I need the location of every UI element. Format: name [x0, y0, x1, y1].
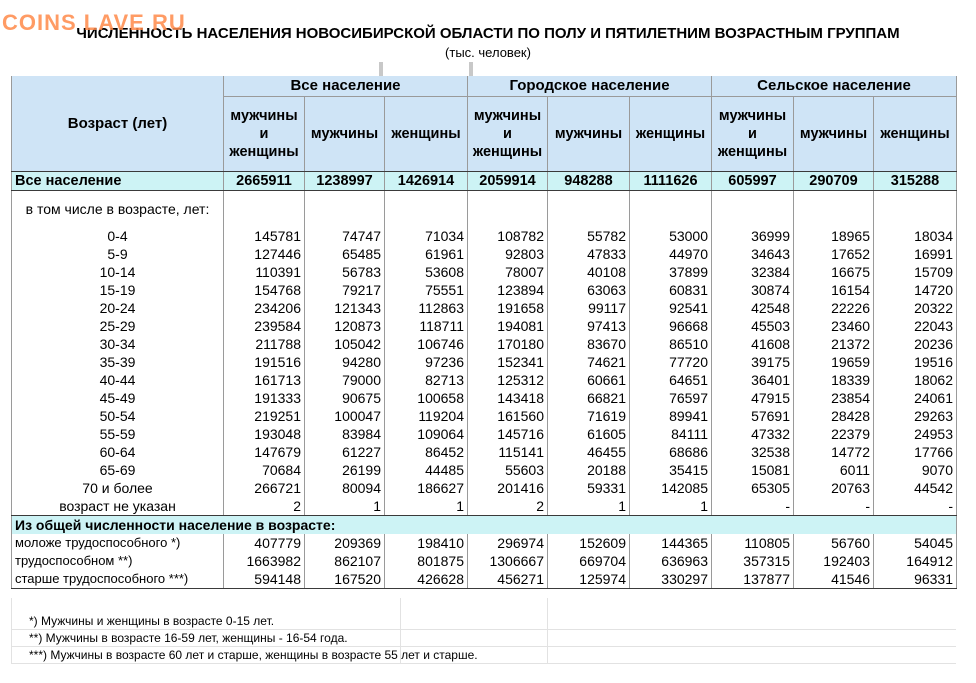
- table-cell: 22379: [794, 425, 874, 443]
- table-cell: 20188: [548, 461, 630, 479]
- table-cell: 90675: [305, 389, 385, 407]
- row-label: 30-34: [12, 335, 224, 353]
- table-cell: 41546: [794, 570, 874, 589]
- table-cell: 127446: [224, 245, 305, 263]
- row-label: 60-64: [12, 443, 224, 461]
- table-cell: 636963: [630, 552, 712, 570]
- table-cell: 193048: [224, 425, 305, 443]
- table-cell: 106746: [385, 335, 468, 353]
- table-cell: 594148: [224, 570, 305, 589]
- header-sub-women: женщины: [385, 97, 468, 172]
- table-cell: 79000: [305, 371, 385, 389]
- table-cell: 61227: [305, 443, 385, 461]
- table-cell: 154768: [224, 281, 305, 299]
- table-cell: -: [874, 497, 957, 516]
- table-cell: 152341: [468, 353, 548, 371]
- table-cell: 75551: [385, 281, 468, 299]
- footnote-text: ***) Мужчины в возрасте 60 лет и старше, женщины в возрасте 55 лет и старше.: [29, 648, 478, 662]
- table-cell: 46455: [548, 443, 630, 461]
- incl-row: [12, 191, 957, 210]
- cell-marker: [469, 62, 473, 76]
- table-cell: 108782: [468, 227, 548, 245]
- table-cell: 211788: [224, 335, 305, 353]
- footnote-text: *) Мужчины и женщины в возрасте 0-15 лет.: [29, 614, 275, 628]
- table-cell: 61605: [548, 425, 630, 443]
- table-cell: 57691: [712, 407, 794, 425]
- table-cell: 37899: [630, 263, 712, 281]
- table-cell: 77720: [630, 353, 712, 371]
- table-row: [12, 407, 957, 425]
- table-cell: 123894: [468, 281, 548, 299]
- table-cell: 22226: [794, 299, 874, 317]
- table-cell: 15081: [712, 461, 794, 479]
- footnote-2: [11, 629, 956, 647]
- table-cell: 266721: [224, 479, 305, 497]
- total-cell: 948288: [548, 172, 630, 191]
- table-cell: 330297: [630, 570, 712, 589]
- table-cell: 83670: [548, 335, 630, 353]
- table-cell: 6011: [794, 461, 874, 479]
- table-cell: 112863: [385, 299, 468, 317]
- table-cell: 20236: [874, 335, 957, 353]
- table-row: [12, 570, 957, 589]
- table-row: [12, 461, 957, 479]
- table-cell: 92803: [468, 245, 548, 263]
- table-cell: 1663982: [224, 552, 305, 570]
- table-cell: 119204: [385, 407, 468, 425]
- table-cell: 801875: [385, 552, 468, 570]
- table-cell: 152609: [548, 534, 630, 552]
- table-cell: 76597: [630, 389, 712, 407]
- table-cell: 47915: [712, 389, 794, 407]
- table-cell: 66821: [548, 389, 630, 407]
- table-cell: 97236: [385, 353, 468, 371]
- table-cell: 137877: [712, 570, 794, 589]
- table-cell: 23854: [794, 389, 874, 407]
- table-cell: 56783: [305, 263, 385, 281]
- table-cell: 145781: [224, 227, 305, 245]
- row-label: моложе трудоспособного *): [12, 534, 224, 552]
- table-cell: 60831: [630, 281, 712, 299]
- table-cell: 55603: [468, 461, 548, 479]
- table-cell: 71034: [385, 227, 468, 245]
- table-cell: 142085: [630, 479, 712, 497]
- table-cell: 17652: [794, 245, 874, 263]
- row-label: возраст не указан: [12, 497, 224, 516]
- row-label: 0-4: [12, 227, 224, 245]
- row-label: 20-24: [12, 299, 224, 317]
- table-cell: 42548: [712, 299, 794, 317]
- table-cell: 83984: [305, 425, 385, 443]
- table-cell: 167520: [305, 570, 385, 589]
- header-sub-men: мужчины: [305, 97, 385, 172]
- table-cell: 15709: [874, 263, 957, 281]
- table-cell: 105042: [305, 335, 385, 353]
- table-cell: 30874: [712, 281, 794, 299]
- table-cell: 18062: [874, 371, 957, 389]
- age-rows: [12, 227, 957, 516]
- watermark: COINS LAVE RU: [2, 10, 186, 35]
- header-group-all: Все население: [224, 76, 468, 97]
- header-sub-both: мужчины и женщины: [224, 97, 305, 172]
- table-row: [12, 389, 957, 407]
- table-cell: 55782: [548, 227, 630, 245]
- row-label: 50-54: [12, 407, 224, 425]
- table-cell: 296974: [468, 534, 548, 552]
- table-cell: 1306667: [468, 552, 548, 570]
- total-cell: 315288: [874, 172, 957, 191]
- table-cell: 89941: [630, 407, 712, 425]
- table-cell: 192403: [794, 552, 874, 570]
- table-cell: 32384: [712, 263, 794, 281]
- table-cell: 96331: [874, 570, 957, 589]
- table-cell: 40108: [548, 263, 630, 281]
- table-cell: 47332: [712, 425, 794, 443]
- table-cell: 21372: [794, 335, 874, 353]
- table-cell: 65305: [712, 479, 794, 497]
- table-cell: 2: [468, 497, 548, 516]
- table-cell: 110805: [712, 534, 794, 552]
- table-cell: 47833: [548, 245, 630, 263]
- incl-label: в том числе в возрасте, лет:: [12, 191, 224, 228]
- table-cell: 28428: [794, 407, 874, 425]
- table-cell: 862107: [305, 552, 385, 570]
- footnote-text: **) Мужчины в возрасте 16-59 лет, женщины - 16-54 года.: [29, 631, 348, 645]
- table-cell: 170180: [468, 335, 548, 353]
- table-cell: 63063: [548, 281, 630, 299]
- total-cell: 2665911: [224, 172, 305, 191]
- table-row: [12, 371, 957, 389]
- table-cell: 209369: [305, 534, 385, 552]
- row-label: старше трудоспособного ***): [12, 570, 224, 589]
- table-cell: 22043: [874, 317, 957, 335]
- table-row: [12, 479, 957, 497]
- table-cell: 53000: [630, 227, 712, 245]
- total-cell: 1426914: [385, 172, 468, 191]
- header-sub-women: женщины: [630, 97, 712, 172]
- table-cell: 86510: [630, 335, 712, 353]
- table-cell: 17766: [874, 443, 957, 461]
- table-cell: 70684: [224, 461, 305, 479]
- table-cell: 1: [385, 497, 468, 516]
- table-cell: 219251: [224, 407, 305, 425]
- table-cell: 120873: [305, 317, 385, 335]
- table-cell: 20763: [794, 479, 874, 497]
- table-row: [12, 497, 957, 516]
- total-cell: 605997: [712, 172, 794, 191]
- table-cell: 1: [305, 497, 385, 516]
- table-row: [12, 534, 957, 552]
- table-cell: 145716: [468, 425, 548, 443]
- table-cell: 201416: [468, 479, 548, 497]
- table-cell: 239584: [224, 317, 305, 335]
- table-cell: 14772: [794, 443, 874, 461]
- table-cell: 64651: [630, 371, 712, 389]
- table-cell: 161713: [224, 371, 305, 389]
- table-row: [12, 299, 957, 317]
- table-cell: 26199: [305, 461, 385, 479]
- table-cell: 121343: [305, 299, 385, 317]
- total-cell: 290709: [794, 172, 874, 191]
- table-cell: 74747: [305, 227, 385, 245]
- table-cell: 24953: [874, 425, 957, 443]
- row-label: 45-49: [12, 389, 224, 407]
- table-cell: 16154: [794, 281, 874, 299]
- table-cell: 191333: [224, 389, 305, 407]
- table-cell: 164912: [874, 552, 957, 570]
- table-cell: 54045: [874, 534, 957, 552]
- table-cell: 23460: [794, 317, 874, 335]
- table-row: [12, 317, 957, 335]
- footnotes: [11, 598, 956, 663]
- header-age: Возраст (лет): [12, 76, 224, 172]
- table-cell: 94280: [305, 353, 385, 371]
- table-row: [12, 353, 957, 371]
- row-label: 5-9: [12, 245, 224, 263]
- header-row-groups: [12, 76, 957, 97]
- section-row: [12, 516, 957, 535]
- table-cell: 100658: [385, 389, 468, 407]
- table-cell: 100047: [305, 407, 385, 425]
- table-cell: 56760: [794, 534, 874, 552]
- table-cell: 186627: [385, 479, 468, 497]
- table-row: [12, 335, 957, 353]
- table-cell: 669704: [548, 552, 630, 570]
- table-row: [12, 552, 957, 570]
- total-label: Все население: [12, 172, 224, 191]
- table-cell: 147679: [224, 443, 305, 461]
- table-cell: 45503: [712, 317, 794, 335]
- table-cell: 41608: [712, 335, 794, 353]
- table-cell: 44485: [385, 461, 468, 479]
- table-cell: 82713: [385, 371, 468, 389]
- table-cell: 125974: [548, 570, 630, 589]
- table-cell: 65485: [305, 245, 385, 263]
- table-cell: 16675: [794, 263, 874, 281]
- table-cell: 19516: [874, 353, 957, 371]
- table-cell: 191658: [468, 299, 548, 317]
- header-group-rural: Сельское население: [712, 76, 957, 97]
- table-cell: 456271: [468, 570, 548, 589]
- row-label: 40-44: [12, 371, 224, 389]
- table-cell: 18965: [794, 227, 874, 245]
- table-cell: 53608: [385, 263, 468, 281]
- table-cell: 191516: [224, 353, 305, 371]
- table-cell: 1: [630, 497, 712, 516]
- table-cell: 96668: [630, 317, 712, 335]
- row-label: 65-69: [12, 461, 224, 479]
- table-row: [12, 425, 957, 443]
- footnote-1: [11, 612, 956, 630]
- table-cell: 16991: [874, 245, 957, 263]
- ext-rows: [12, 534, 957, 589]
- header-sub-men: мужчины: [794, 97, 874, 172]
- table-cell: 110391: [224, 263, 305, 281]
- table-cell: -: [794, 497, 874, 516]
- table-cell: 109064: [385, 425, 468, 443]
- row-label: трудоспособном **): [12, 552, 224, 570]
- table-row: [12, 227, 957, 245]
- table-cell: 80094: [305, 479, 385, 497]
- table-cell: 44542: [874, 479, 957, 497]
- table-cell: 84111: [630, 425, 712, 443]
- table-cell: 2: [224, 497, 305, 516]
- row-label: 10-14: [12, 263, 224, 281]
- table-cell: 1: [548, 497, 630, 516]
- table-cell: 74621: [548, 353, 630, 371]
- row-label: 25-29: [12, 317, 224, 335]
- cell-marker: [379, 62, 383, 76]
- row-label: 55-59: [12, 425, 224, 443]
- footnote-3: [11, 646, 956, 664]
- table-cell: 32538: [712, 443, 794, 461]
- table-cell: 59331: [548, 479, 630, 497]
- table-cell: 161560: [468, 407, 548, 425]
- table-cell: 36999: [712, 227, 794, 245]
- header-group-urban: Городское население: [468, 76, 712, 97]
- table-cell: 357315: [712, 552, 794, 570]
- header-sub-men: мужчины: [548, 97, 630, 172]
- table-cell: 99117: [548, 299, 630, 317]
- table-cell: 68686: [630, 443, 712, 461]
- table-row: [12, 263, 957, 281]
- section-label: Из общей численности население в возрасте:: [12, 516, 957, 535]
- table-cell: 97413: [548, 317, 630, 335]
- table-cell: 125312: [468, 371, 548, 389]
- table-cell: 29263: [874, 407, 957, 425]
- table-cell: 24061: [874, 389, 957, 407]
- table-cell: 79217: [305, 281, 385, 299]
- table-cell: 19659: [794, 353, 874, 371]
- table-cell: 86452: [385, 443, 468, 461]
- table-cell: 115141: [468, 443, 548, 461]
- total-row: [12, 172, 957, 191]
- table-row: [12, 281, 957, 299]
- page-subtitle: (тыс. человек): [445, 45, 531, 60]
- table-cell: 194081: [468, 317, 548, 335]
- table-cell: 18339: [794, 371, 874, 389]
- total-cell: 2059914: [468, 172, 548, 191]
- table-cell: 234206: [224, 299, 305, 317]
- table-cell: -: [712, 497, 794, 516]
- table-cell: 18034: [874, 227, 957, 245]
- table-cell: 426628: [385, 570, 468, 589]
- table-cell: 78007: [468, 263, 548, 281]
- table-cell: 44970: [630, 245, 712, 263]
- table-cell: 71619: [548, 407, 630, 425]
- header-sub-women: женщины: [874, 97, 957, 172]
- table-cell: 34643: [712, 245, 794, 263]
- table-row: [12, 443, 957, 461]
- header-sub-both: мужчины и женщины: [712, 97, 794, 172]
- table-cell: 36401: [712, 371, 794, 389]
- row-label: 70 и более: [12, 479, 224, 497]
- table-cell: 9070: [874, 461, 957, 479]
- table-cell: 39175: [712, 353, 794, 371]
- total-cell: 1111626: [630, 172, 712, 191]
- table-cell: 118711: [385, 317, 468, 335]
- table-cell: 407779: [224, 534, 305, 552]
- row-label: 35-39: [12, 353, 224, 371]
- table-cell: 60661: [548, 371, 630, 389]
- table-row: [12, 245, 957, 263]
- table-cell: 14720: [874, 281, 957, 299]
- table-cell: 20322: [874, 299, 957, 317]
- row-label: 15-19: [12, 281, 224, 299]
- table-cell: 198410: [385, 534, 468, 552]
- total-cell: 1238997: [305, 172, 385, 191]
- table-cell: 144365: [630, 534, 712, 552]
- population-table: [11, 76, 957, 589]
- table-cell: 35415: [630, 461, 712, 479]
- header-sub-both: мужчины и женщины: [468, 97, 548, 172]
- table-cell: 143418: [468, 389, 548, 407]
- table-cell: 61961: [385, 245, 468, 263]
- table-cell: 92541: [630, 299, 712, 317]
- page-title: ЧИСЛЕННОСТЬ НАСЕЛЕНИЯ НОВОСИБИРСКОЙ ОБЛАСТИ ПО ПОЛУ И ПЯТИЛЕТНИМ ВОЗРАСТНЫМ ГРУППАМ: [76, 25, 900, 42]
